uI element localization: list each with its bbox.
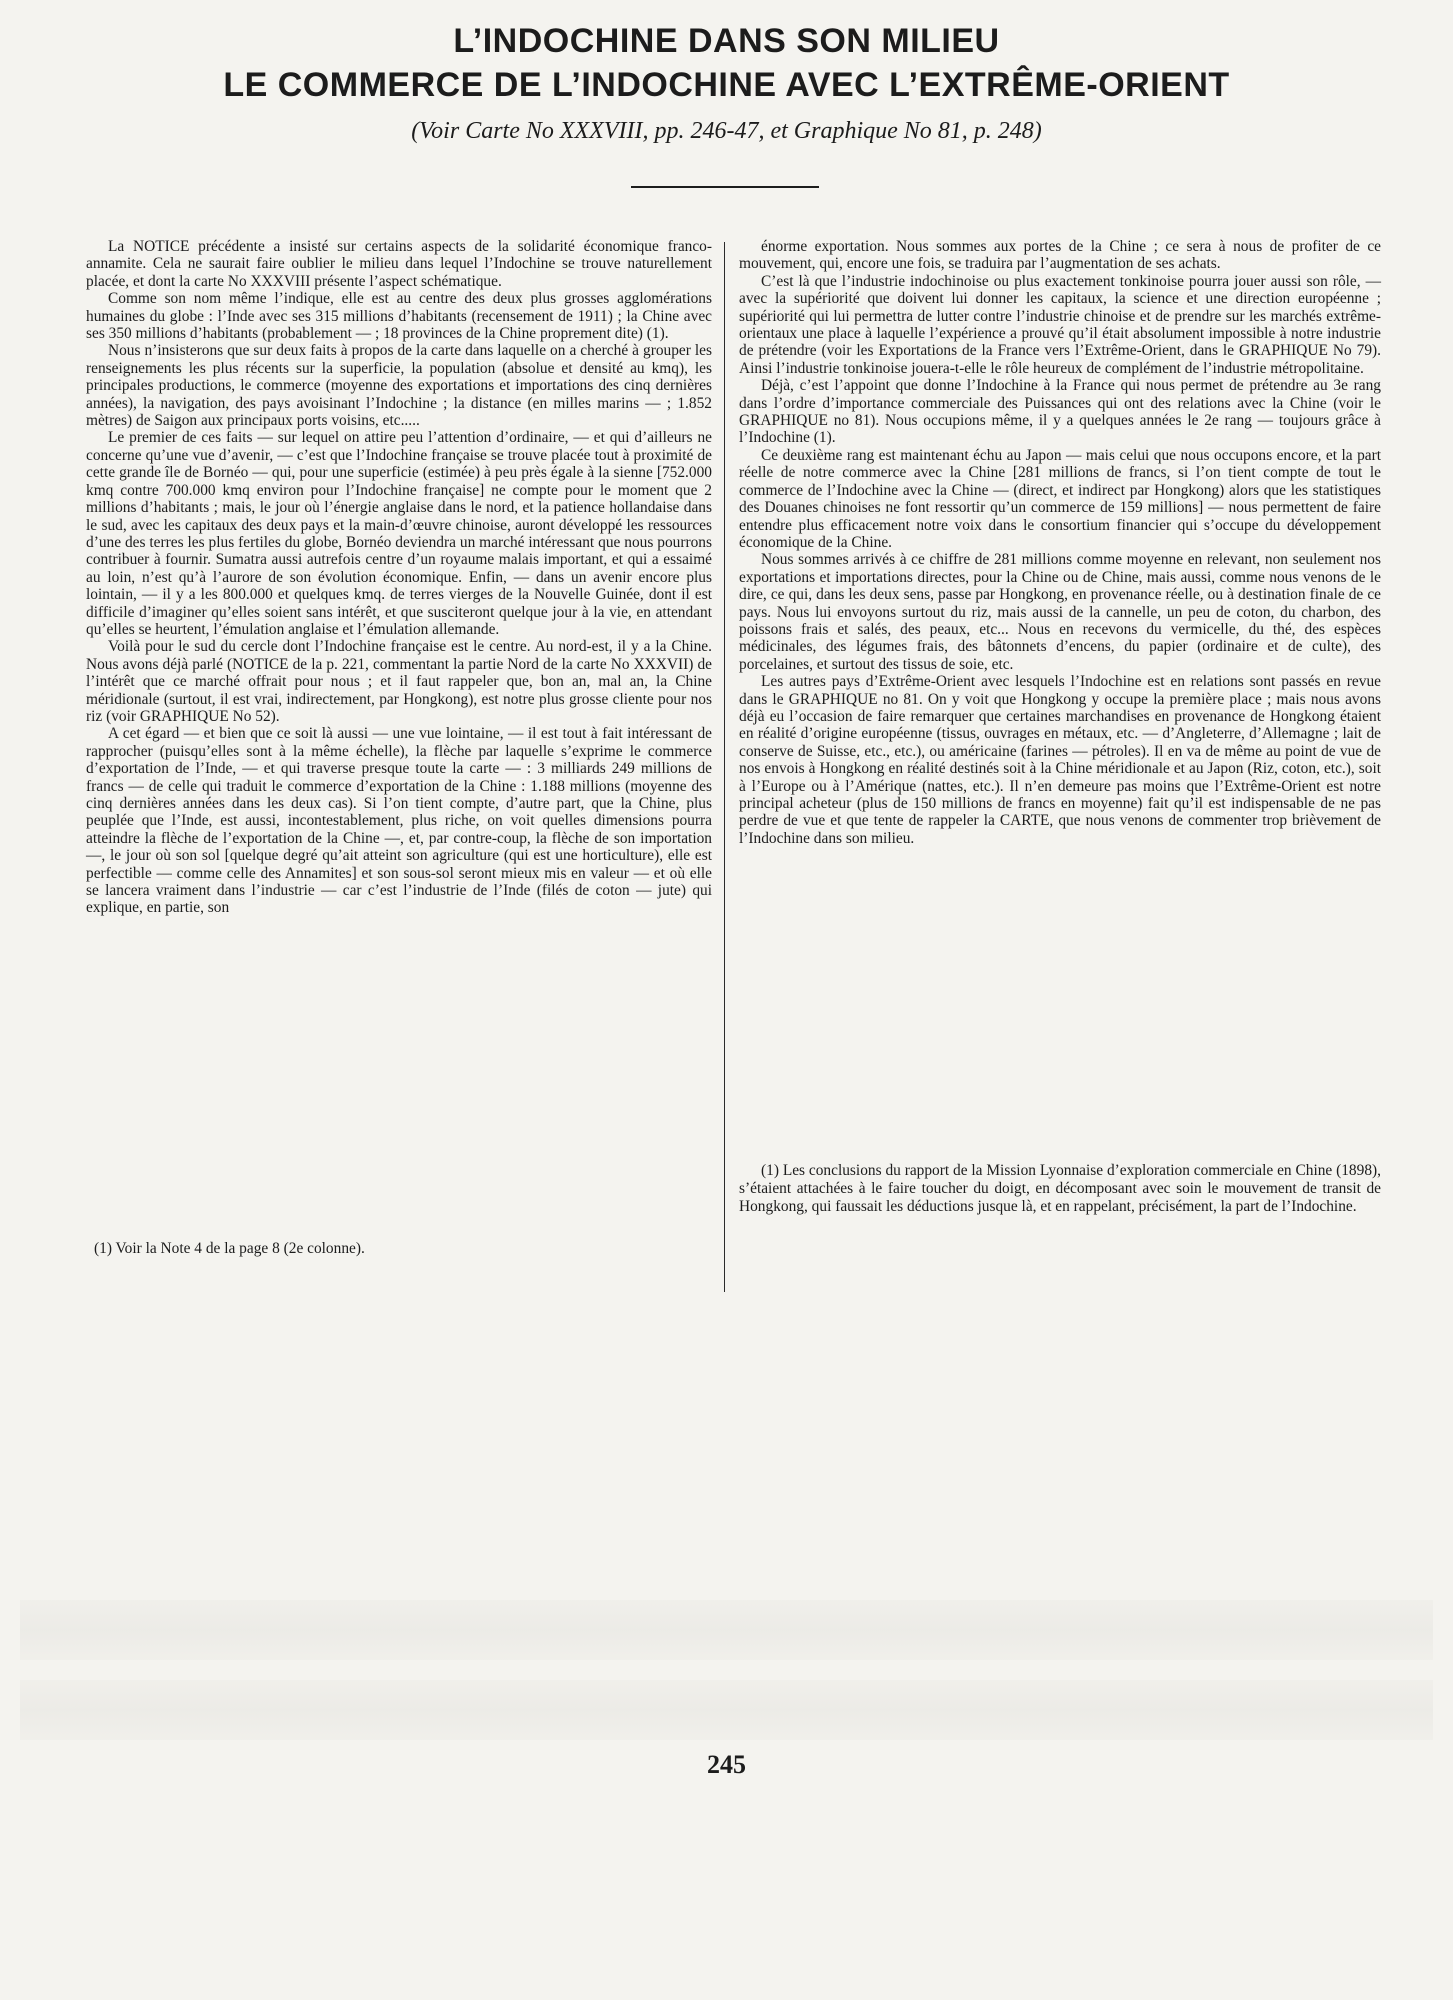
paragraph: C’est là que l’industrie indochinoise ou plus exactement tonkinoise pourra jouer aussi son rôle, — avec la supériorité que doivent lui donner les capitaux, la science et une direction européenne ; supériorité qui lui permettra de lutter contre l’industrie chinoise et de prendre sur les marchés extrême-orientaux une place à laquelle l’expérience a prouvé qu’il était absolument impossible à notre industrie de prétendre (voir les Exportations de la France vers l’Extrême-Orient, dans le GRAPHIQUE No 79). Ainsi l’industrie tonkinoise jouera-t-elle le rôle heureux de complément de l’industrie métropolitaine. xyxy=(739,272,1381,377)
left-column xyxy=(86,238,712,917)
page-subtitle-heading: LE COMMERCE DE L’INDOCHINE AVEC L’EXTRÊME-ORIENT xyxy=(223,66,1230,104)
paragraph: Le premier de ces faits — sur lequel on attire peu l’attention d’ordinaire, — et qui d’ailleurs ne concerne qu’une vue d’avenir, — c’est que l’Indochine française se trouve placée tout à proximité de cette grande île de Bornéo — qui, pour une superficie (estimée) à peu près égale à la sienne [752.000 kmq contre 700.000 kmq environ pour l’Indochine française] ne compte pour le moment que 2 millions d’habitants ; mais, le jour où l’énergie anglaise dans le nord, et la patience hollandaise dans le sud, avec les capitaux des deux pays et la main-d’œuvre chinoise, auront développé les ressources d’une des terres les plus fertiles du globe, Bornéo deviendra un marché intéressant que nous pourrons contribuer à fournir. Sumatra aussi autrefois centre d’un royaume malais important, et qui a essaimé au loin, n’est qu’à l’aurore de son évolution économique. Enfin, — dans un avenir encore plus lointain, — il y a les 800.000 et quelques kmq. de terres vierges de la Nouvelle Guinée, dont il est difficile d’imaginer qu’elles soient sans intérêt, et que susciteront quelque jour à la vie, en attendant qu’elles se heurtent, l’émulation anglaise et l’émulation allemande. xyxy=(86,429,712,638)
page-number: 245 xyxy=(707,1750,746,1779)
footnote-right: (1) Les conclusions du rapport de la Mission Lyonnaise d’exploration commerciale en Chine (1898), s’étaient attachées à le faire toucher du doigt, en décomposant avec soin le mouvement de transit de Hongkong, qui faussait les déductions jusque là, et en rappelant, précisément, la part de l’Indochine. xyxy=(739,1162,1381,1215)
footnote-left: (1) Voir la Note 4 de la page 8 (2e colonne). xyxy=(94,1240,365,1257)
reference-note: (Voir Carte No XXXVIII, pp. 246-47, et Graphique No 81, p. 248) xyxy=(411,118,1042,144)
page-title: L’INDOCHINE DANS SON MILIEU xyxy=(453,22,1000,60)
bleed-through-band xyxy=(20,1600,1433,1660)
paragraph: Les autres pays d’Extrême-Orient avec lesquels l’Indochine est en relations sont passés en revue dans le GRAPHIQUE no 81. On y voit que Hongkong y occupe la première place ; mais nous avons déjà eu l’occasion de faire remarquer que certaines marchandises en provenance de Hongkong étaient en réalité d’origine européenne (tissus, ouvrages en métaux, etc. — d’Angleterre, d’Allemagne ; lait de conserve de Suisse, etc., etc.), ou américaine (farines — pétroles). Il en va de même au point de vue de nos envois à Hongkong en réalité destinés soit à la Chine méridionale et au Japon (Riz, coton, etc.), soit à l’Europe ou à l’Amérique (nattes, etc.). Il n’en demeure pas moins que l’Extrême-Orient est notre principal acheteur (plus de 150 millions de francs en moyenne) fait qu’il est indispensable de ne pas perdre de vue et que tente de rappeler la CARTE, que nous venons de commenter trop brièvement de l’Indochine dans son milieu. xyxy=(739,673,1381,847)
paragraph: Comme son nom même l’indique, elle est au centre des deux plus grosses agglomérations humaines du globe : l’Inde avec ses 315 millions d’habitants (recensement de 1911) ; la Chine avec ses 350 millions d’habitants (probablement — ; 18 provinces de la Chine proprement dite) (1). xyxy=(86,290,712,343)
paragraph: énorme exportation. Nous sommes aux portes de la Chine ; ce sera à nous de profiter de ce mouvement, qui, encore une fois, se traduira par l’augmentation de ses achats. xyxy=(739,238,1381,273)
right-column xyxy=(739,238,1381,847)
column-divider xyxy=(724,242,725,1292)
bleed-through-band xyxy=(20,1680,1433,1740)
title-rule xyxy=(631,186,819,188)
paragraph: Nous sommes arrivés à ce chiffre de 281 millions comme moyenne en relevant, non seulement nos exportations et importations directes, pour la Chine ou de Chine, mais aussi, comme nous venons de le dire, ce qui, dans les deux sens, passe par Hongkong, en provenance réelle, ou à destination finale de ce pays. Nous lui envoyons surtout du riz, mais aussi de la cannelle, un peu de coton, du charbon, des poissons frais et salés, des peaux, etc... Nous en recevons du vermicelle, du thé, des espèces médicinales, des légumes frais, des bâtonnets d’encens, du papier (ordinaire et de culte), des porcelaines, et surtout des tissus de soie, etc. xyxy=(739,551,1381,673)
paragraph: Nous n’insisterons que sur deux faits à propos de la carte dans laquelle on a cherché à grouper les renseignements les plus récents sur la superficie, la population (absolue et densité au kmq), les principales productions, le commerce (moyenne des exportations et importations des cinq dernières années), la navigation, des pays avoisinant l’Indochine ; la distance (en milles marins — ; 1.852 mètres) de Saigon aux principaux ports voisins, etc..... xyxy=(86,342,712,430)
paragraph: Déjà, c’est l’appoint que donne l’Indochine à la France qui nous permet de prétendre au 3e rang dans l’ordre d’importance commerciale des Puissances qui ont des relations avec la Chine (voir le GRAPHIQUE no 81). Nous occupions même, il y a quelques années le 2e rang — toujours grâce à l’Indochine (1). xyxy=(739,377,1381,447)
paragraph: La NOTICE précédente a insisté sur certains aspects de la solidarité économique franco-annamite. Cela ne saurait faire oublier le milieu dans lequel l’Indochine se trouve naturellement placée, et dont la carte No XXXVIII présente l’aspect schématique. xyxy=(86,238,712,290)
paragraph: A cet égard — et bien que ce soit là aussi — une vue lointaine, — il est tout à fait intéressant de rapprocher (puisqu’elles sont à la même échelle), la flèche par laquelle s’exprime le commerce d’exportation de l’Inde, — et qui traverse presque toute la carte — : 3 milliards 249 millions de francs — de celle qui traduit le commerce d’exportation de la Chine : 1.188 millions (moyenne des cinq dernières années dans les deux cas). Si l’on tient compte, d’autre part, que la Chine, plus peuplée que l’Inde, est aussi, incontestablement, plus riche, on voit quelles dimensions pourra atteindre la flèche de l’exportation de la Chine —, et, par contre-coup, la flèche de son importation —, le jour où son sol [quelque degré qu’ait atteint son agriculture (qui est une horticulture), elle est perfectible — comme celle des Annamites] et son sous-sol seront mieux mis en valeur — et où elle se lancera vraiment dans l’industrie — car c’est l’industrie de l’Inde (filés de coton — jute) qui explique, en partie, son xyxy=(86,725,712,917)
paragraph: Ce deuxième rang est maintenant échu au Japon — mais celui que nous occupons encore, et la part réelle de notre commerce avec la Chine [281 millions de francs, si l’on tient compte de tout le commerce de l’Indochine avec la Chine — (direct, et indirect par Hongkong) alors que les statistiques des Douanes chinoises ne font ressortir qu’un commerce de 159 millions] — nous permettent de faire entendre plus efficacement notre voix dans le consortium financier qui s’occupe du développement économique de la Chine. xyxy=(739,446,1381,551)
paragraph: Voilà pour le sud du cercle dont l’Indochine française est le centre. Au nord-est, il y a la Chine. Nous avons déjà parlé (NOTICE de la p. 221, commentant la partie Nord de la carte No XXXVII) de l’intérêt que ce marché offrait pour nous ; et il faut rappeler que, bon an, mal an, la Chine méridionale (surtout, il est vrai, indirectement, par Hongkong), est notre plus grosse cliente pour nos riz (voir GRAPHIQUE No 52). xyxy=(86,638,712,725)
